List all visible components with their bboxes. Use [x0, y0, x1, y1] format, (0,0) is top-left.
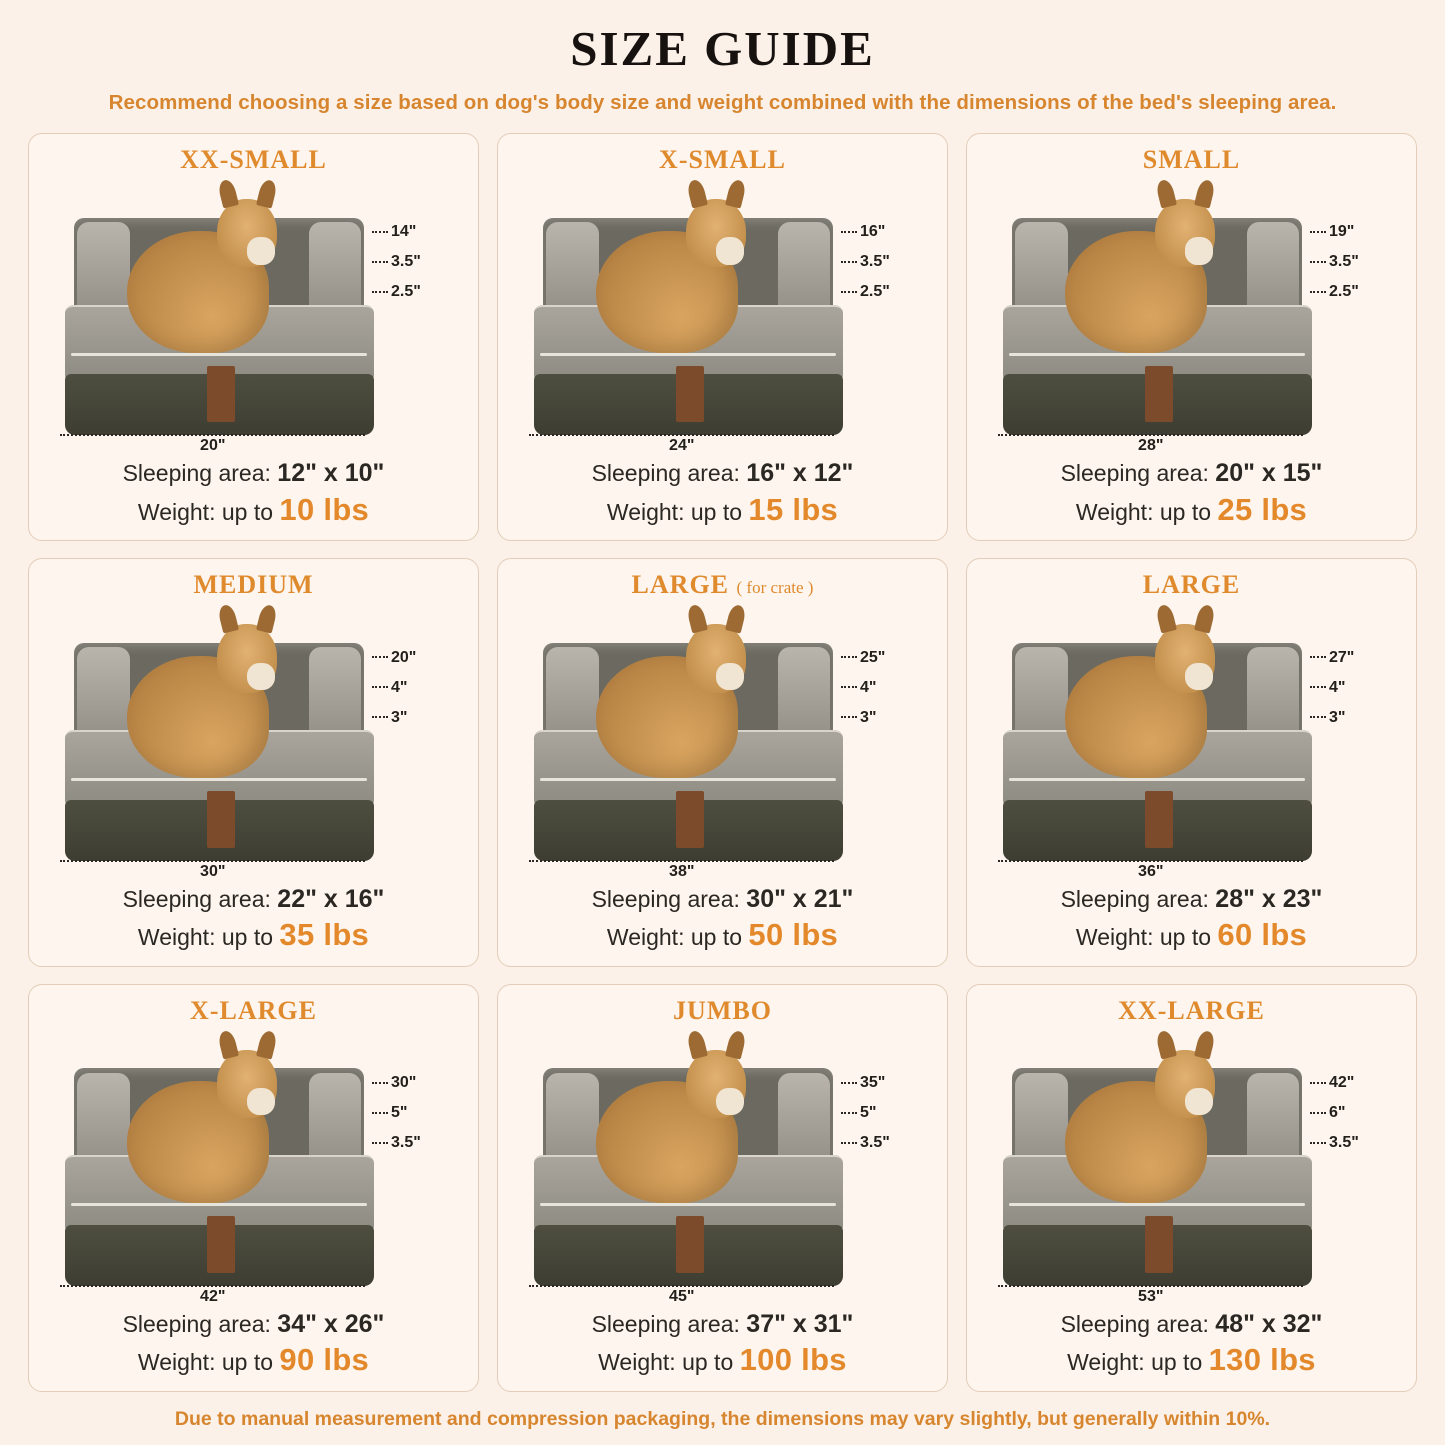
pet-snout — [1185, 663, 1212, 690]
size-card-title — [977, 571, 1406, 600]
bed-illustration — [977, 604, 1406, 883]
dimension-width: 30" — [200, 862, 226, 880]
bed-illustration — [39, 604, 468, 883]
dimension-mid: 4" — [1329, 678, 1346, 696]
bed-illustration — [39, 179, 468, 458]
size-card — [497, 984, 948, 1392]
pet-snout — [247, 1088, 274, 1115]
dimension-leader-icon — [1310, 261, 1326, 263]
dimension-mid: 4" — [860, 678, 877, 696]
sleeping-area-value: 22" x 16" — [277, 884, 385, 913]
dimension-height: 14" — [391, 223, 417, 241]
size-note: ( for crate ) — [736, 578, 814, 598]
dimension-leader-icon — [372, 716, 388, 718]
bed-piping — [540, 778, 837, 781]
pet-ear-right — [256, 1029, 278, 1059]
dimension-leader-icon — [841, 1142, 857, 1144]
dog-bed-graphic — [1003, 218, 1312, 436]
pet-illustration — [127, 656, 269, 778]
vertical-dimensions — [372, 1074, 464, 1164]
size-card-title — [977, 146, 1406, 175]
size-card — [28, 558, 479, 966]
dimension-mid: 3.5" — [391, 253, 421, 271]
weight-upto: up to — [690, 924, 743, 951]
pet-illustration — [1065, 231, 1207, 353]
weight-value: 90 lbs — [279, 1342, 370, 1378]
sleeping-area-label: Sleeping area: — [591, 1310, 740, 1337]
width-dimension — [529, 860, 834, 881]
bed-piping — [540, 1203, 837, 1206]
dimension-width: 36" — [1138, 862, 1164, 880]
weight-upto: up to — [221, 498, 274, 525]
weight-value: 25 lbs — [1217, 491, 1308, 527]
dimension-mid: 4" — [391, 678, 408, 696]
size-card — [966, 558, 1417, 966]
dimension-height: 35" — [860, 1073, 886, 1091]
sleeping-area-row — [39, 1310, 468, 1340]
sleeping-area-row — [39, 459, 468, 489]
pet-head — [217, 624, 277, 692]
sleeping-area-label: Sleeping area: — [591, 460, 740, 487]
weight-row — [508, 917, 937, 954]
sleeping-area-value: 30" x 21" — [746, 884, 854, 913]
dimension-leader-icon — [1310, 1112, 1326, 1114]
dog-bed-graphic — [534, 1068, 843, 1286]
sleeping-area-row — [39, 885, 468, 915]
pet-ear-right — [256, 178, 278, 208]
bed-illustration — [508, 604, 937, 883]
weight-label: Weight: — [606, 498, 685, 525]
pet-head — [217, 199, 277, 267]
weight-upto: up to — [1159, 498, 1212, 525]
weight-label: Weight: — [1067, 1349, 1145, 1376]
dimension-leader-icon — [841, 686, 857, 688]
dog-bed-graphic — [65, 218, 374, 436]
size-name: SMALL — [1142, 145, 1241, 174]
sleeping-area-value: 20" x 15" — [1215, 459, 1323, 488]
dimension-leader-icon — [841, 656, 857, 658]
pet-ear-left — [217, 178, 239, 208]
weight-label: Weight: — [137, 498, 216, 525]
dimension-leader-icon — [372, 656, 388, 658]
size-specs — [508, 885, 937, 956]
dimension-rule-icon — [529, 860, 834, 862]
sleeping-area-label: Sleeping area: — [591, 885, 740, 912]
bed-illustration — [508, 1029, 937, 1308]
size-name: XX-LARGE — [1118, 995, 1265, 1025]
dog-bed-graphic — [65, 1068, 374, 1286]
dimension-low: 3.5" — [860, 1133, 890, 1151]
page-subtitle: Recommend choosing a size based on dog's body size and weight combined with the dimensions of the bed's sleeping area. — [108, 91, 1337, 114]
sleeping-area-row — [977, 1310, 1406, 1340]
weight-upto: up to — [221, 1349, 274, 1376]
weight-label: Weight: — [1075, 498, 1154, 525]
pet-ear-left — [1155, 178, 1177, 208]
sleeping-area-value: 34" x 26" — [277, 1309, 385, 1338]
size-name: X-SMALL — [659, 145, 786, 174]
bed-piping — [540, 353, 837, 356]
dimension-low: 3" — [860, 708, 877, 726]
pet-ear-right — [725, 178, 747, 208]
weight-row — [39, 492, 468, 529]
dimension-leader-icon — [1310, 1082, 1326, 1084]
sleeping-area-label: Sleeping area: — [1060, 1310, 1209, 1337]
brand-tag — [676, 366, 704, 423]
size-specs — [39, 459, 468, 530]
pet-illustration — [1065, 656, 1207, 778]
weight-value: 130 lbs — [1208, 1342, 1316, 1378]
weight-value: 100 lbs — [739, 1342, 847, 1378]
dimension-rule-icon — [529, 434, 834, 436]
size-card — [497, 133, 948, 541]
dimension-height: 27" — [1329, 648, 1355, 666]
weight-row — [977, 1342, 1406, 1379]
bed-illustration — [508, 179, 937, 458]
sleeping-area-label: Sleeping area: — [1060, 885, 1209, 912]
weight-upto: up to — [690, 498, 743, 525]
dimension-leader-icon — [1310, 656, 1326, 658]
pet-snout — [716, 1088, 743, 1115]
pet-ear-right — [725, 1029, 747, 1059]
bed-illustration — [39, 1029, 468, 1308]
weight-value: 60 lbs — [1217, 917, 1308, 953]
weight-upto: up to — [1151, 1349, 1203, 1376]
dimension-low: 3" — [1329, 708, 1346, 726]
size-card — [497, 558, 948, 966]
pet-head — [1155, 199, 1215, 267]
width-dimension — [529, 1285, 834, 1306]
sleeping-area-row — [977, 885, 1406, 915]
width-dimension — [529, 434, 834, 455]
dimension-leader-icon — [1310, 686, 1326, 688]
pet-illustration — [127, 1081, 269, 1203]
dog-bed-graphic — [534, 643, 843, 861]
vertical-dimensions — [1310, 1074, 1402, 1164]
dimension-width: 24" — [669, 437, 695, 455]
dimension-width: 45" — [669, 1287, 695, 1305]
dimension-width: 38" — [669, 862, 695, 880]
pet-head — [686, 199, 746, 267]
pet-ear-left — [686, 178, 708, 208]
dimension-mid: 5" — [860, 1103, 877, 1121]
pet-illustration — [1065, 1081, 1207, 1203]
dimension-width: 20" — [200, 437, 226, 455]
size-name: X-LARGE — [190, 995, 317, 1025]
brand-tag — [207, 366, 235, 423]
dimension-rule-icon — [998, 434, 1303, 436]
sleeping-area-row — [508, 1310, 937, 1340]
brand-tag — [207, 791, 235, 848]
pet-ear-left — [686, 1029, 708, 1059]
size-name: XX-SMALL — [180, 145, 327, 174]
width-dimension — [60, 860, 365, 881]
dimension-height: 42" — [1329, 1073, 1355, 1091]
dimension-leader-icon — [372, 291, 388, 293]
dimension-rule-icon — [60, 1285, 365, 1287]
pet-head — [686, 624, 746, 692]
dimension-leader-icon — [841, 231, 857, 233]
sleeping-area-label: Sleeping area: — [122, 1310, 271, 1337]
size-name: MEDIUM — [193, 570, 314, 600]
size-card-title — [508, 997, 937, 1026]
size-specs — [508, 1310, 937, 1381]
pet-snout — [247, 663, 274, 690]
size-specs — [977, 885, 1406, 956]
weight-value: 50 lbs — [748, 917, 839, 953]
width-dimension — [998, 434, 1303, 455]
size-card — [966, 133, 1417, 541]
size-card — [28, 133, 479, 541]
weight-row — [39, 1342, 468, 1379]
dimension-height: 16" — [860, 223, 886, 241]
brand-tag — [676, 1216, 704, 1273]
dog-bed-graphic — [65, 643, 374, 861]
dimension-mid: 5" — [391, 1103, 408, 1121]
weight-row — [977, 917, 1406, 954]
brand-tag — [207, 1216, 235, 1273]
bed-piping — [1009, 1203, 1306, 1206]
size-card — [966, 984, 1417, 1392]
weight-row — [977, 492, 1406, 529]
vertical-dimensions — [841, 223, 933, 313]
weight-label: Weight: — [606, 924, 685, 951]
pet-ear-left — [1155, 1029, 1177, 1059]
dimension-rule-icon — [60, 434, 365, 436]
dimension-leader-icon — [841, 261, 857, 263]
pet-illustration — [596, 1081, 738, 1203]
pet-illustration — [596, 656, 738, 778]
dimension-leader-icon — [1310, 716, 1326, 718]
brand-tag — [1145, 1216, 1173, 1273]
sleeping-area-value: 37" x 31" — [746, 1309, 854, 1338]
dimension-leader-icon — [841, 1112, 857, 1114]
brand-tag — [1145, 791, 1173, 848]
weight-row — [508, 1342, 937, 1379]
size-card-grid — [28, 133, 1417, 1392]
width-dimension — [60, 1285, 365, 1306]
pet-head — [1155, 1050, 1215, 1118]
vertical-dimensions — [1310, 223, 1402, 313]
width-dimension — [60, 434, 365, 455]
dimension-leader-icon — [841, 291, 857, 293]
weight-value: 10 lbs — [279, 491, 370, 527]
dimension-leader-icon — [1310, 231, 1326, 233]
pet-ear-left — [217, 1029, 239, 1059]
weight-upto: up to — [1159, 924, 1212, 951]
dimension-rule-icon — [60, 860, 365, 862]
pet-head — [686, 1050, 746, 1118]
size-card — [28, 984, 479, 1392]
weight-value: 35 lbs — [279, 917, 370, 953]
bed-piping — [1009, 778, 1306, 781]
dimension-leader-icon — [372, 261, 388, 263]
size-card-title — [39, 571, 468, 600]
dimension-mid: 3.5" — [860, 253, 890, 271]
pet-ear-right — [725, 604, 747, 634]
sleeping-area-label: Sleeping area: — [122, 885, 271, 912]
dimension-height: 25" — [860, 648, 886, 666]
dimension-leader-icon — [372, 1082, 388, 1084]
pet-snout — [247, 237, 274, 264]
vertical-dimensions — [841, 1074, 933, 1164]
weight-value: 15 lbs — [748, 491, 839, 527]
dimension-leader-icon — [841, 1082, 857, 1084]
dimension-mid: 3.5" — [1329, 253, 1359, 271]
size-card-title — [39, 997, 468, 1026]
dimension-height: 20" — [391, 648, 417, 666]
dimension-low: 3.5" — [1329, 1133, 1359, 1151]
weight-label: Weight: — [598, 1349, 676, 1376]
size-card-title — [977, 997, 1406, 1026]
sleeping-area-row — [508, 885, 937, 915]
dimension-leader-icon — [841, 716, 857, 718]
vertical-dimensions — [372, 223, 464, 313]
pet-ear-left — [217, 604, 239, 634]
pet-ear-right — [1194, 178, 1216, 208]
sleeping-area-value: 48" x 32" — [1215, 1309, 1323, 1338]
size-name: JUMBO — [673, 995, 772, 1025]
pet-ear-left — [686, 604, 708, 634]
brand-tag — [1145, 366, 1173, 423]
pet-illustration — [596, 231, 738, 353]
width-dimension — [998, 1285, 1303, 1306]
pet-snout — [1185, 237, 1212, 264]
dimension-width: 42" — [200, 1287, 226, 1305]
bed-illustration — [977, 1029, 1406, 1308]
pet-snout — [1185, 1088, 1212, 1115]
pet-ear-right — [1194, 604, 1216, 634]
bed-piping — [71, 1203, 368, 1206]
pet-head — [217, 1050, 277, 1118]
pet-illustration — [127, 231, 269, 353]
vertical-dimensions — [841, 649, 933, 739]
size-name: LARGE — [1142, 570, 1241, 600]
weight-label: Weight: — [137, 924, 216, 951]
dimension-mid: 6" — [1329, 1103, 1346, 1121]
pet-head — [1155, 624, 1215, 692]
sleeping-area-row — [977, 459, 1406, 489]
dog-bed-graphic — [1003, 1068, 1312, 1286]
sleeping-area-value: 28" x 23" — [1215, 884, 1323, 913]
dimension-width: 53" — [1138, 1287, 1164, 1305]
dimension-leader-icon — [372, 1112, 388, 1114]
size-specs — [39, 1310, 468, 1381]
size-name: LARGE — [631, 570, 730, 600]
dimension-low: 2.5" — [391, 283, 421, 301]
size-specs — [977, 459, 1406, 530]
weight-upto: up to — [682, 1349, 734, 1376]
vertical-dimensions — [372, 649, 464, 739]
dimension-height: 19" — [1329, 223, 1355, 241]
page-title: SIZE GUIDE — [570, 21, 875, 76]
width-dimension — [998, 860, 1303, 881]
bed-piping — [71, 778, 368, 781]
disclaimer-note: Due to manual measurement and compression packaging, the dimensions may vary slightly, but generally within 10%. — [174, 1408, 1271, 1430]
brand-tag — [676, 791, 704, 848]
sleeping-area-row — [508, 459, 937, 489]
dimension-leader-icon — [372, 1142, 388, 1144]
dimension-low: 2.5" — [860, 283, 890, 301]
dog-bed-graphic — [534, 218, 843, 436]
sleeping-area-value: 12" x 10" — [277, 459, 385, 488]
sleeping-area-label: Sleeping area: — [122, 460, 271, 487]
dimension-rule-icon — [529, 1285, 834, 1287]
bed-illustration — [977, 179, 1406, 458]
bed-piping — [1009, 353, 1306, 356]
size-card-title — [39, 146, 468, 175]
sleeping-area-value: 16" x 12" — [746, 459, 854, 488]
dimension-leader-icon — [372, 686, 388, 688]
pet-ear-right — [1194, 1029, 1216, 1059]
dimension-low: 2.5" — [1329, 283, 1359, 301]
weight-row — [39, 917, 468, 954]
dimension-rule-icon — [998, 860, 1303, 862]
dimension-low: 3.5" — [391, 1133, 421, 1151]
dimension-leader-icon — [1310, 291, 1326, 293]
weight-label: Weight: — [1075, 924, 1154, 951]
bed-piping — [71, 353, 368, 356]
pet-ear-left — [1155, 604, 1177, 634]
size-card-title — [508, 146, 937, 175]
size-card-title — [508, 571, 937, 600]
sleeping-area-label: Sleeping area: — [1060, 460, 1209, 487]
vertical-dimensions — [1310, 649, 1402, 739]
size-specs — [508, 459, 937, 530]
size-specs — [977, 1310, 1406, 1381]
dimension-height: 30" — [391, 1073, 417, 1091]
dimension-width: 28" — [1138, 437, 1164, 455]
weight-upto: up to — [221, 924, 274, 951]
weight-row — [508, 492, 937, 529]
dimension-low: 3" — [391, 708, 408, 726]
dimension-rule-icon — [998, 1285, 1303, 1287]
weight-label: Weight: — [137, 1349, 216, 1376]
size-specs — [39, 885, 468, 956]
dimension-leader-icon — [1310, 1142, 1326, 1144]
dog-bed-graphic — [1003, 643, 1312, 861]
dimension-leader-icon — [372, 231, 388, 233]
pet-snout — [716, 663, 743, 690]
pet-ear-right — [256, 604, 278, 634]
pet-snout — [716, 237, 743, 264]
